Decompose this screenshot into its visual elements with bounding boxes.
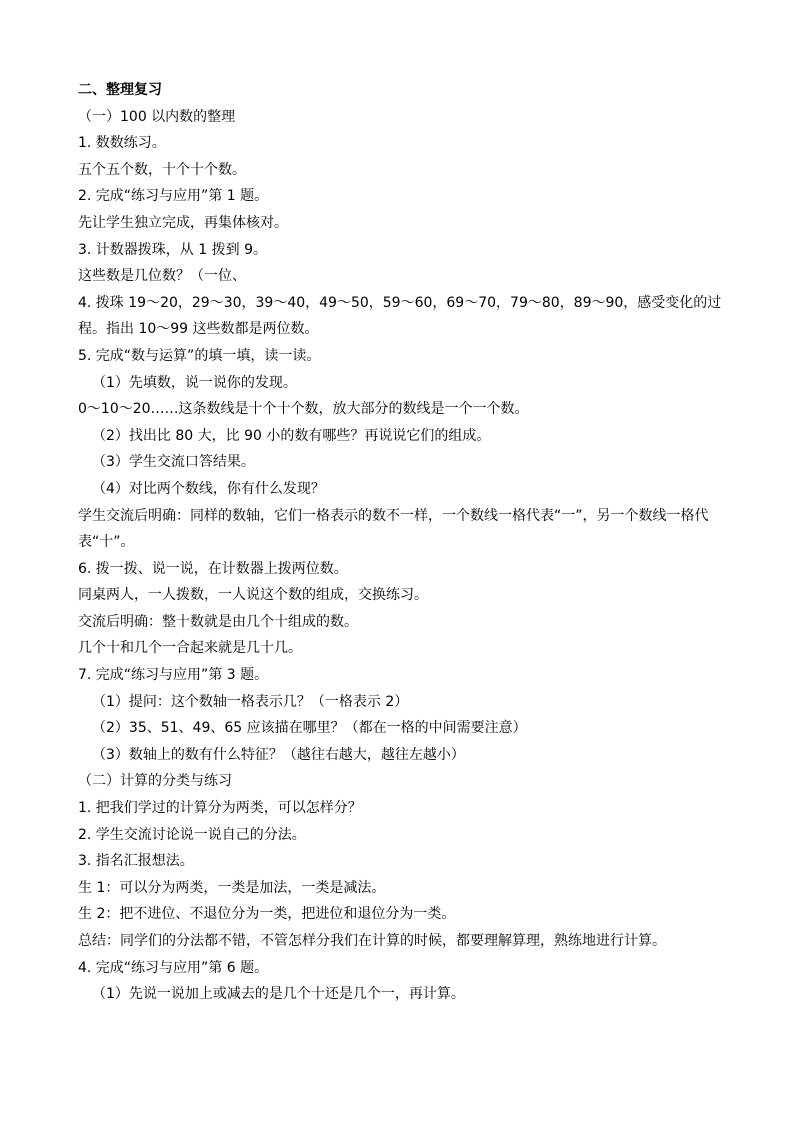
paragraph: 交流后明确：整十数就是由几个十组成的数。 [78,613,358,630]
paragraph: 1. 数数练习。 [78,135,166,152]
paragraph: （4）对比两个数线，你有什么发现？ [92,480,325,497]
paragraph: 2. 完成“练习与应用”第 1 题。 [78,188,269,205]
paragraph: 这些数是几位数？（一位、 [78,268,246,285]
paragraph: 6. 拨一拨、说一说，在计数器上拨两位数。 [78,560,348,577]
paragraph: （3）学生交流口答结果。 [92,454,255,471]
section-heading: 二、整理复习 [78,82,162,98]
paragraph: 1. 把我们学过的计算分为两类，可以怎样分？ [78,800,362,817]
paragraph: 生 1：可以分为两类，一类是加法，一类是减法。 [78,879,386,896]
paragraph: 先让学生独立完成，再集体核对。 [78,214,288,231]
paragraph: 2. 学生交流讨论说一说自己的分法。 [78,826,306,843]
subsection-heading: （一）100 以内数的整理 [78,108,236,125]
paragraph: 7. 完成“练习与应用”第 3 题。 [78,667,269,684]
paragraph: （1）先填数，说一说你的发现。 [92,374,297,391]
paragraph: 学生交流后明确：同样的数轴，它们一格表示的数不一样，一个数线一格代表“一”，另一个数线一格代表“十”。 [78,507,709,551]
paragraph: 五个五个数，十个十个数。 [78,161,246,178]
paragraph: 5. 完成“数与运算”的填一填，读一读。 [78,347,321,364]
paragraph: 生 2：把不进位、不退位分为一类，把进位和退位分为一类。 [78,906,456,923]
paragraph: 同桌两人，一人拨数，一人说这个数的组成，交换练习。 [78,587,428,604]
paragraph: 3. 指名汇报想法。 [78,853,194,870]
paragraph: （2）找出比 80 大，比 90 小的数有哪些？再说说它们的组成。 [92,427,491,444]
paragraph: （1）提问：这个数轴一格表示几？（一格表示 2） [92,693,409,710]
paragraph: （1）先说一说加上或减去的是几个十还是几个一，再计算。 [92,986,465,1003]
paragraph: 几个十和几个一合起来就是几十几。 [78,640,302,657]
subsection-heading: （二）计算的分类与练习 [78,773,232,790]
paragraph: （3）数轴上的数有什么特征？（越往右越大，越往左越小） [92,746,465,763]
paragraph: （2）35、51、49、65 应该描在哪里？（都在一格的中间需要注意） [92,720,527,737]
paragraph: 3. 计数器拨珠，从 1 拨到 9。 [78,241,267,258]
paragraph: 总结：同学们的分法都不错，不管怎样分我们在计算的时候，都要理解算理，熟练地进行计算。 [78,933,666,949]
paragraph: 0～10～20……这条数线是十个十个数，放大部分的数线是一个一个数。 [78,401,529,418]
paragraph: 4. 完成“练习与应用”第 6 题。 [78,959,269,976]
paragraph: 4. 拨珠 19～20，29～30，39～40，49～50，59～60，69～70，79～80，89～90，感受变化的过程。指出 10～99 这些数都是两位数。 [78,294,722,338]
